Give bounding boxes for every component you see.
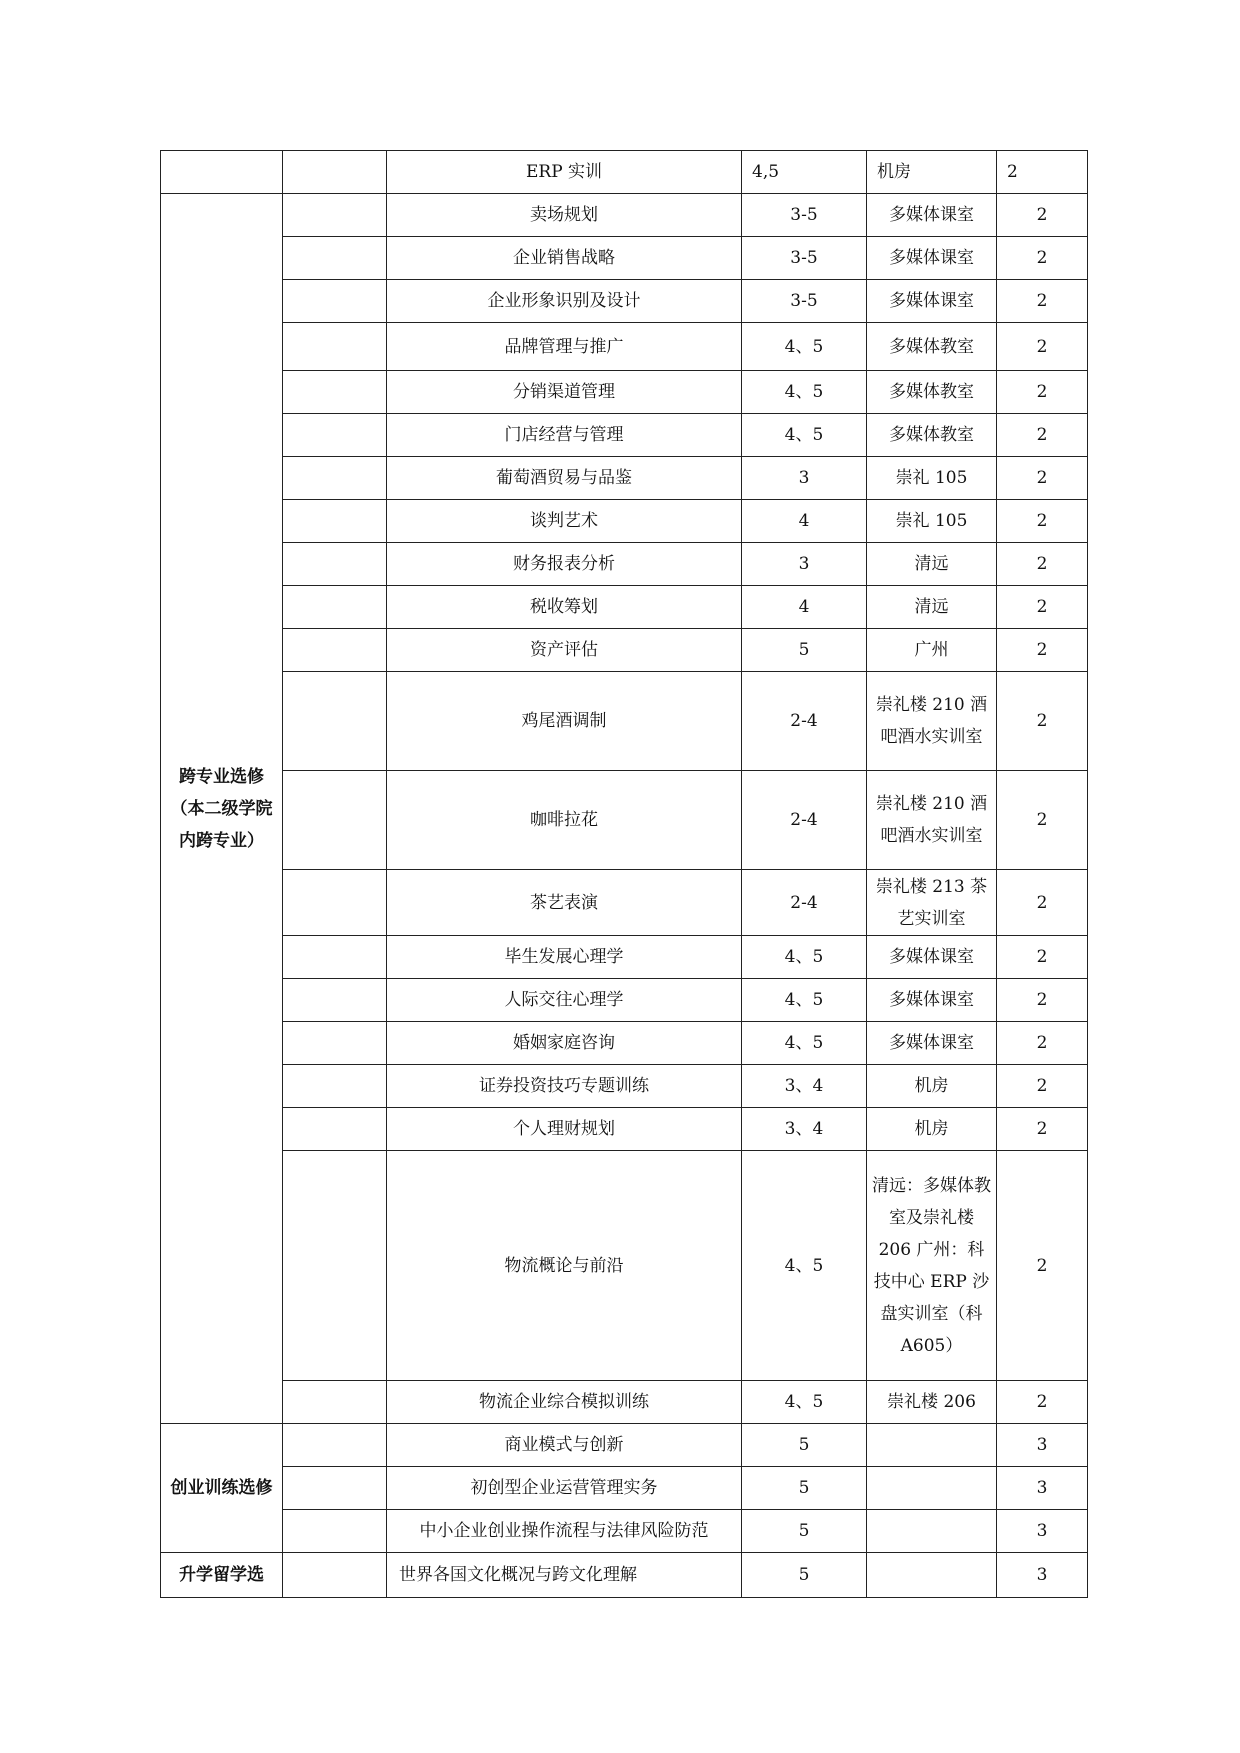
table-row (161, 936, 1088, 979)
course-name: 个人理财规划 (387, 1108, 742, 1151)
semester-cell: 4、5 (742, 979, 867, 1022)
course-name: 中小企业创业操作流程与法律风险防范 (387, 1510, 742, 1553)
empty-cell (283, 323, 387, 371)
table-row (161, 672, 1088, 771)
empty-cell (283, 1553, 387, 1598)
empty-cell (283, 414, 387, 457)
table-row (161, 1510, 1088, 1553)
location-cell: 清远：多媒体教室及崇礼楼 206 广州：科技中心 ERP 沙盘实训室（科 A605） (867, 1151, 997, 1381)
location-cell: 清远 (867, 543, 997, 586)
credits-cell: 2 (997, 543, 1088, 586)
table-row (161, 371, 1088, 414)
location-cell: 多媒体课室 (867, 1022, 997, 1065)
credits-cell: 2 (997, 1381, 1088, 1424)
course-name: 咖啡拉花 (387, 771, 742, 870)
course-name: 人际交往心理学 (387, 979, 742, 1022)
location-cell: 机房 (867, 1065, 997, 1108)
empty-cell (283, 586, 387, 629)
credits-cell: 2 (997, 629, 1088, 672)
location-cell (867, 1510, 997, 1553)
empty-cell (283, 280, 387, 323)
category-entrepreneurship: 创业训练选修 (161, 1424, 283, 1553)
course-name: 初创型企业运营管理实务 (387, 1467, 742, 1510)
semester-cell: 3 (742, 457, 867, 500)
semester-cell: 4、5 (742, 1022, 867, 1065)
semester-cell: 3 (742, 543, 867, 586)
course-name: 税收筹划 (387, 586, 742, 629)
table-row (161, 414, 1088, 457)
credits-cell: 2 (997, 1022, 1088, 1065)
credits-cell: 2 (997, 870, 1088, 936)
location-cell: 多媒体课室 (867, 237, 997, 280)
table-row (161, 1467, 1088, 1510)
location-cell: 崇礼楼 210 酒吧酒水实训室 (867, 771, 997, 870)
course-name: 品牌管理与推广 (387, 323, 742, 371)
credits-cell: 2 (997, 1108, 1088, 1151)
semester-cell: 4、5 (742, 1151, 867, 1381)
location-cell (867, 1553, 997, 1598)
credits-cell: 2 (997, 979, 1088, 1022)
credits-cell: 2 (997, 280, 1088, 323)
empty-cell (283, 936, 387, 979)
empty-cell (283, 500, 387, 543)
empty-cell (283, 1022, 387, 1065)
course-name: ERP 实训 (387, 151, 742, 194)
location-cell (867, 1424, 997, 1467)
empty-cell (283, 1151, 387, 1381)
empty-cell (283, 543, 387, 586)
table-row (161, 1022, 1088, 1065)
table-row (161, 1381, 1088, 1424)
semester-cell: 3、4 (742, 1108, 867, 1151)
credits-cell: 3 (997, 1424, 1088, 1467)
empty-cell (283, 629, 387, 672)
location-cell: 多媒体教室 (867, 371, 997, 414)
empty-cell (161, 151, 283, 194)
credits-cell: 2 (997, 414, 1088, 457)
location-cell: 多媒体课室 (867, 936, 997, 979)
table-row (161, 870, 1088, 936)
table-row (161, 543, 1088, 586)
semester-cell: 4 (742, 586, 867, 629)
course-name: 财务报表分析 (387, 543, 742, 586)
credits-cell: 2 (997, 151, 1088, 194)
location-cell: 机房 (867, 1108, 997, 1151)
semester-cell: 4、5 (742, 323, 867, 371)
semester-cell: 5 (742, 1467, 867, 1510)
credits-cell: 2 (997, 771, 1088, 870)
table-row (161, 1108, 1088, 1151)
location-cell: 崇礼楼 210 酒吧酒水实训室 (867, 672, 997, 771)
semester-cell: 2-4 (742, 771, 867, 870)
table-row (161, 1553, 1088, 1598)
semester-cell: 3-5 (742, 280, 867, 323)
location-cell: 崇礼 105 (867, 457, 997, 500)
table-row (161, 586, 1088, 629)
empty-cell (283, 457, 387, 500)
location-cell: 多媒体教室 (867, 323, 997, 371)
location-cell: 多媒体课室 (867, 979, 997, 1022)
empty-cell (283, 1065, 387, 1108)
course-name: 毕生发展心理学 (387, 936, 742, 979)
location-cell: 清远 (867, 586, 997, 629)
category-cross-major: 跨专业选修（本二级学院内跨专业） (161, 194, 283, 1424)
semester-cell: 2-4 (742, 870, 867, 936)
table-row (161, 629, 1088, 672)
course-name: 门店经营与管理 (387, 414, 742, 457)
location-cell: 机房 (867, 151, 997, 194)
credits-cell: 2 (997, 194, 1088, 237)
credits-cell: 3 (997, 1510, 1088, 1553)
empty-cell (283, 1424, 387, 1467)
course-name: 企业销售战略 (387, 237, 742, 280)
credits-cell: 2 (997, 237, 1088, 280)
table-row (161, 237, 1088, 280)
semester-cell: 4、5 (742, 936, 867, 979)
table-row (161, 151, 1088, 194)
course-name: 鸡尾酒调制 (387, 672, 742, 771)
table-row (161, 500, 1088, 543)
semester-cell: 2-4 (742, 672, 867, 771)
credits-cell: 2 (997, 1065, 1088, 1108)
course-name: 商业模式与创新 (387, 1424, 742, 1467)
semester-cell: 4、5 (742, 414, 867, 457)
course-name: 葡萄酒贸易与品鉴 (387, 457, 742, 500)
table-row (161, 457, 1088, 500)
table-row (161, 323, 1088, 371)
empty-cell (283, 672, 387, 771)
location-cell: 广州 (867, 629, 997, 672)
semester-cell: 5 (742, 1510, 867, 1553)
course-table (160, 150, 1088, 1598)
credits-cell: 2 (997, 371, 1088, 414)
table-row (161, 280, 1088, 323)
empty-cell (283, 771, 387, 870)
course-table-body (161, 151, 1088, 1598)
empty-cell (283, 979, 387, 1022)
semester-cell: 5 (742, 1424, 867, 1467)
semester-cell: 4、5 (742, 371, 867, 414)
course-name: 卖场规划 (387, 194, 742, 237)
course-name: 物流企业综合模拟训练 (387, 1381, 742, 1424)
empty-cell (283, 1467, 387, 1510)
credits-cell: 2 (997, 500, 1088, 543)
credits-cell: 2 (997, 323, 1088, 371)
semester-cell: 5 (742, 1553, 867, 1598)
credits-cell: 2 (997, 586, 1088, 629)
course-name: 世界各国文化概况与跨文化理解 (387, 1553, 742, 1598)
course-name: 企业形象识别及设计 (387, 280, 742, 323)
course-name: 茶艺表演 (387, 870, 742, 936)
table-row (161, 1151, 1088, 1381)
credits-cell: 2 (997, 936, 1088, 979)
empty-cell (283, 1108, 387, 1151)
credits-cell: 2 (997, 672, 1088, 771)
credits-cell: 2 (997, 457, 1088, 500)
semester-cell: 3-5 (742, 194, 867, 237)
semester-cell: 4、5 (742, 1381, 867, 1424)
course-name: 分销渠道管理 (387, 371, 742, 414)
table-row (161, 979, 1088, 1022)
credits-cell: 3 (997, 1553, 1088, 1598)
location-cell (867, 1467, 997, 1510)
semester-cell: 5 (742, 629, 867, 672)
course-name: 物流概论与前沿 (387, 1151, 742, 1381)
location-cell: 崇礼楼 206 (867, 1381, 997, 1424)
semester-cell: 4,5 (742, 151, 867, 194)
empty-cell (283, 870, 387, 936)
semester-cell: 3、4 (742, 1065, 867, 1108)
course-name: 婚姻家庭咨询 (387, 1022, 742, 1065)
location-cell: 多媒体教室 (867, 414, 997, 457)
course-name: 谈判艺术 (387, 500, 742, 543)
location-cell: 多媒体课室 (867, 194, 997, 237)
category-study-abroad: 升学留学选 (161, 1553, 283, 1598)
empty-cell (283, 237, 387, 280)
semester-cell: 4 (742, 500, 867, 543)
course-name: 证券投资技巧专题训练 (387, 1065, 742, 1108)
empty-cell (283, 1510, 387, 1553)
table-row (161, 1065, 1088, 1108)
credits-cell: 2 (997, 1151, 1088, 1381)
table-row (161, 1424, 1088, 1467)
empty-cell (283, 371, 387, 414)
location-cell: 崇礼楼 213 茶艺实训室 (867, 870, 997, 936)
empty-cell (283, 1381, 387, 1424)
location-cell: 崇礼 105 (867, 500, 997, 543)
empty-cell (283, 194, 387, 237)
table-row (161, 771, 1088, 870)
course-name: 资产评估 (387, 629, 742, 672)
credits-cell: 3 (997, 1467, 1088, 1510)
location-cell: 多媒体课室 (867, 280, 997, 323)
semester-cell: 3-5 (742, 237, 867, 280)
empty-cell (283, 151, 387, 194)
table-row (161, 194, 1088, 237)
